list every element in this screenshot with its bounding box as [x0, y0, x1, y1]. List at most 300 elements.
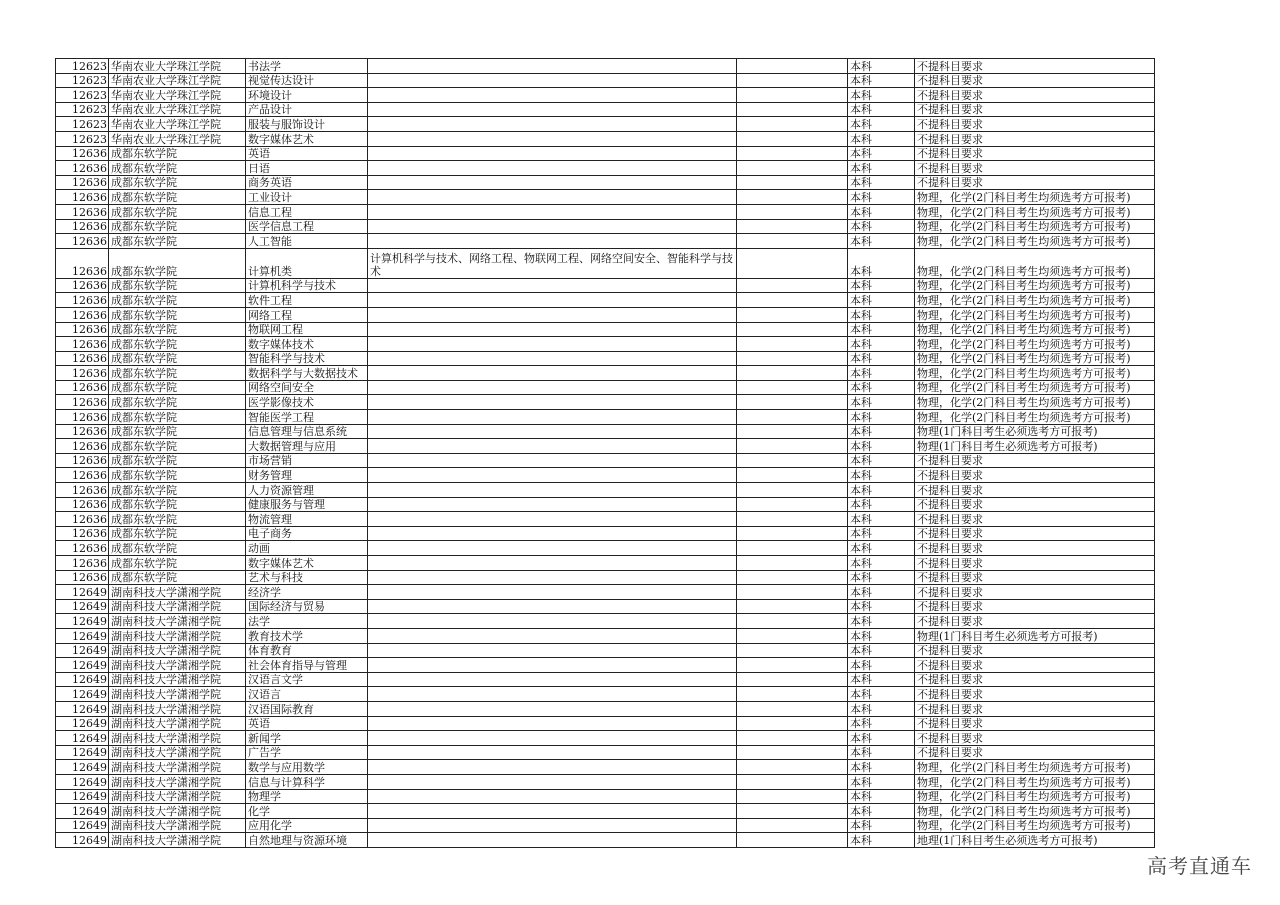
blank-cell	[737, 293, 848, 308]
table-row	[56, 322, 1155, 337]
school-code-cell: 12649	[56, 745, 109, 760]
school-name-cell: 湖南科技大学潇湘学院	[109, 760, 246, 775]
level-cell: 本科	[848, 804, 915, 819]
included-majors-cell	[368, 322, 737, 337]
level-cell: 本科	[848, 658, 915, 673]
included-majors-cell	[368, 789, 737, 804]
level-cell: 本科	[848, 789, 915, 804]
blank-cell	[737, 585, 848, 600]
subject-requirement-cell: 物理，化学(2门科目考生均须选考方可报考)	[915, 293, 1155, 308]
included-majors-cell	[368, 102, 737, 117]
school-name-cell: 湖南科技大学潇湘学院	[109, 745, 246, 760]
included-majors-cell	[368, 307, 737, 322]
major-name-cell: 智能科学与技术	[246, 351, 368, 366]
major-name-cell: 电子商务	[246, 526, 368, 541]
school-name-cell: 湖南科技大学潇湘学院	[109, 585, 246, 600]
blank-cell	[737, 175, 848, 190]
blank-cell	[737, 628, 848, 643]
school-code-cell: 12636	[56, 337, 109, 352]
level-cell: 本科	[848, 337, 915, 352]
blank-cell	[737, 483, 848, 498]
major-name-cell: 商务英语	[246, 175, 368, 190]
major-name-cell: 健康服务与管理	[246, 497, 368, 512]
level-cell: 本科	[848, 234, 915, 249]
included-majors-cell	[368, 175, 737, 190]
level-cell: 本科	[848, 278, 915, 293]
school-name-cell: 成都东软学院	[109, 526, 246, 541]
school-code-cell: 12623	[56, 73, 109, 88]
level-cell: 本科	[848, 293, 915, 308]
included-majors-cell: 计算机科学与技术、网络工程、物联网工程、网络空间安全、智能科学与技术	[368, 248, 737, 278]
included-majors-cell	[368, 161, 737, 176]
level-cell: 本科	[848, 731, 915, 746]
level-cell: 本科	[848, 716, 915, 731]
table-row	[56, 453, 1155, 468]
included-majors-cell	[368, 599, 737, 614]
included-majors-cell	[368, 219, 737, 234]
level-cell: 本科	[848, 614, 915, 629]
major-name-cell: 市场营销	[246, 453, 368, 468]
major-name-cell: 物联网工程	[246, 322, 368, 337]
included-majors-cell	[368, 337, 737, 352]
major-name-cell: 医学信息工程	[246, 219, 368, 234]
level-cell: 本科	[848, 366, 915, 381]
blank-cell	[737, 716, 848, 731]
table-row	[56, 307, 1155, 322]
school-name-cell: 成都东软学院	[109, 307, 246, 322]
school-code-cell: 12649	[56, 731, 109, 746]
school-name-cell: 湖南科技大学潇湘学院	[109, 804, 246, 819]
school-code-cell: 12649	[56, 628, 109, 643]
level-cell: 本科	[848, 219, 915, 234]
level-cell: 本科	[848, 526, 915, 541]
school-code-cell: 12623	[56, 59, 109, 74]
subject-requirement-cell: 不提科目要求	[915, 570, 1155, 585]
included-majors-cell	[368, 526, 737, 541]
blank-cell	[737, 804, 848, 819]
major-name-cell: 计算机类	[246, 248, 368, 278]
included-majors-cell	[368, 453, 737, 468]
blank-cell	[737, 731, 848, 746]
level-cell: 本科	[848, 204, 915, 219]
blank-cell	[737, 204, 848, 219]
subject-requirement-cell: 不提科目要求	[915, 453, 1155, 468]
major-name-cell: 动画	[246, 541, 368, 556]
table-row	[56, 512, 1155, 527]
school-code-cell: 12623	[56, 102, 109, 117]
blank-cell	[737, 760, 848, 775]
blank-cell	[737, 190, 848, 205]
subject-requirement-cell: 不提科目要求	[915, 161, 1155, 176]
table-row	[56, 731, 1155, 746]
major-name-cell: 数字媒体技术	[246, 337, 368, 352]
school-code-cell: 12636	[56, 380, 109, 395]
school-code-cell: 12649	[56, 672, 109, 687]
school-name-cell: 湖南科技大学潇湘学院	[109, 643, 246, 658]
school-code-cell: 12649	[56, 701, 109, 716]
included-majors-cell	[368, 117, 737, 132]
table-row	[56, 351, 1155, 366]
major-name-cell: 软件工程	[246, 293, 368, 308]
school-name-cell: 成都东软学院	[109, 219, 246, 234]
school-name-cell: 成都东软学院	[109, 337, 246, 352]
school-name-cell: 湖南科技大学潇湘学院	[109, 672, 246, 687]
blank-cell	[737, 424, 848, 439]
level-cell: 本科	[848, 643, 915, 658]
school-code-cell: 12649	[56, 585, 109, 600]
school-name-cell: 湖南科技大学潇湘学院	[109, 789, 246, 804]
subject-requirement-cell: 不提科目要求	[915, 175, 1155, 190]
included-majors-cell	[368, 497, 737, 512]
school-code-cell: 12649	[56, 789, 109, 804]
school-code-cell: 12649	[56, 716, 109, 731]
level-cell: 本科	[848, 745, 915, 760]
school-name-cell: 华南农业大学珠江学院	[109, 59, 246, 74]
school-name-cell: 成都东软学院	[109, 541, 246, 556]
subject-requirement-cell: 物理，化学(2门科目考生均须选考方可报考)	[915, 789, 1155, 804]
school-code-cell: 12636	[56, 439, 109, 454]
blank-cell	[737, 59, 848, 74]
school-name-cell: 成都东软学院	[109, 293, 246, 308]
subject-requirement-cell: 不提科目要求	[915, 599, 1155, 614]
school-name-cell: 湖南科技大学潇湘学院	[109, 774, 246, 789]
subject-requirement-cell: 不提科目要求	[915, 512, 1155, 527]
school-code-cell: 12636	[56, 146, 109, 161]
school-code-cell: 12636	[56, 219, 109, 234]
blank-cell	[737, 117, 848, 132]
subject-requirement-cell: 不提科目要求	[915, 497, 1155, 512]
blank-cell	[737, 307, 848, 322]
subject-requirement-cell: 物理，化学(2门科目考生均须选考方可报考)	[915, 395, 1155, 410]
table-row	[56, 658, 1155, 673]
major-name-cell: 人工智能	[246, 234, 368, 249]
level-cell: 本科	[848, 322, 915, 337]
included-majors-cell	[368, 818, 737, 833]
level-cell: 本科	[848, 497, 915, 512]
level-cell: 本科	[848, 190, 915, 205]
subject-requirement-cell: 不提科目要求	[915, 658, 1155, 673]
major-name-cell: 汉语国际教育	[246, 701, 368, 716]
table-row	[56, 278, 1155, 293]
blank-cell	[737, 146, 848, 161]
level-cell: 本科	[848, 410, 915, 425]
subject-requirements-table	[55, 58, 1155, 848]
table-row	[56, 234, 1155, 249]
major-name-cell: 英语	[246, 146, 368, 161]
level-cell: 本科	[848, 818, 915, 833]
included-majors-cell	[368, 73, 737, 88]
subject-requirement-cell: 物理，化学(2门科目考生均须选考方可报考)	[915, 234, 1155, 249]
included-majors-cell	[368, 439, 737, 454]
major-name-cell: 信息与计算科学	[246, 774, 368, 789]
school-code-cell: 12636	[56, 483, 109, 498]
school-code-cell: 12636	[56, 307, 109, 322]
blank-cell	[737, 672, 848, 687]
major-name-cell: 日语	[246, 161, 368, 176]
level-cell: 本科	[848, 175, 915, 190]
blank-cell	[737, 526, 848, 541]
subject-requirement-cell: 不提科目要求	[915, 687, 1155, 702]
level-cell: 本科	[848, 88, 915, 103]
blank-cell	[737, 833, 848, 848]
school-name-cell: 湖南科技大学潇湘学院	[109, 658, 246, 673]
blank-cell	[737, 599, 848, 614]
included-majors-cell	[368, 278, 737, 293]
subject-requirement-cell: 不提科目要求	[915, 585, 1155, 600]
level-cell: 本科	[848, 687, 915, 702]
table-row	[56, 687, 1155, 702]
school-code-cell: 12649	[56, 614, 109, 629]
level-cell: 本科	[848, 701, 915, 716]
major-name-cell: 服装与服饰设计	[246, 117, 368, 132]
subject-requirement-cell: 物理，化学(2门科目考生均须选考方可报考)	[915, 410, 1155, 425]
school-name-cell: 湖南科技大学潇湘学院	[109, 628, 246, 643]
table-row	[56, 424, 1155, 439]
table-row	[56, 599, 1155, 614]
major-name-cell: 网络工程	[246, 307, 368, 322]
table-row	[56, 614, 1155, 629]
level-cell: 本科	[848, 453, 915, 468]
school-name-cell: 成都东软学院	[109, 204, 246, 219]
included-majors-cell	[368, 512, 737, 527]
included-majors-cell	[368, 760, 737, 775]
major-name-cell: 工业设计	[246, 190, 368, 205]
blank-cell	[737, 570, 848, 585]
major-name-cell: 数学与应用数学	[246, 760, 368, 775]
subject-requirement-cell: 物理(1门科目考生必须选考方可报考)	[915, 628, 1155, 643]
school-name-cell: 成都东软学院	[109, 395, 246, 410]
school-name-cell: 湖南科技大学潇湘学院	[109, 716, 246, 731]
major-name-cell: 汉语言	[246, 687, 368, 702]
included-majors-cell	[368, 672, 737, 687]
school-name-cell: 成都东软学院	[109, 161, 246, 176]
table-row	[56, 73, 1155, 88]
included-majors-cell	[368, 716, 737, 731]
school-name-cell: 成都东软学院	[109, 453, 246, 468]
blank-cell	[737, 541, 848, 556]
school-code-cell: 12636	[56, 541, 109, 556]
school-code-cell: 12636	[56, 190, 109, 205]
school-name-cell: 成都东软学院	[109, 512, 246, 527]
school-code-cell: 12636	[56, 556, 109, 571]
included-majors-cell	[368, 701, 737, 716]
subject-requirement-cell: 物理，化学(2门科目考生均须选考方可报考)	[915, 204, 1155, 219]
table-row	[56, 131, 1155, 146]
major-name-cell: 产品设计	[246, 102, 368, 117]
subject-requirement-cell: 物理，化学(2门科目考生均须选考方可报考)	[915, 351, 1155, 366]
level-cell: 本科	[848, 131, 915, 146]
blank-cell	[737, 453, 848, 468]
subject-requirement-cell: 物理，化学(2门科目考生均须选考方可报考)	[915, 760, 1155, 775]
included-majors-cell	[368, 541, 737, 556]
level-cell: 本科	[848, 672, 915, 687]
included-majors-cell	[368, 628, 737, 643]
major-name-cell: 物理学	[246, 789, 368, 804]
table-row	[56, 161, 1155, 176]
blank-cell	[737, 774, 848, 789]
subject-requirement-cell: 不提科目要求	[915, 88, 1155, 103]
table-row	[56, 146, 1155, 161]
subject-requirement-cell: 不提科目要求	[915, 541, 1155, 556]
subject-requirement-cell: 物理，化学(2门科目考生均须选考方可报考)	[915, 278, 1155, 293]
included-majors-cell	[368, 395, 737, 410]
table-row	[56, 774, 1155, 789]
school-code-cell: 12649	[56, 687, 109, 702]
school-name-cell: 华南农业大学珠江学院	[109, 131, 246, 146]
major-name-cell: 计算机科学与技术	[246, 278, 368, 293]
subject-requirement-cell: 不提科目要求	[915, 117, 1155, 132]
blank-cell	[737, 380, 848, 395]
table-body	[56, 59, 1155, 848]
table-row	[56, 248, 1155, 278]
blank-cell	[737, 219, 848, 234]
subject-requirement-cell: 不提科目要求	[915, 146, 1155, 161]
school-code-cell: 12636	[56, 248, 109, 278]
subject-requirement-cell: 物理，化学(2门科目考生均须选考方可报考)	[915, 190, 1155, 205]
included-majors-cell	[368, 731, 737, 746]
major-name-cell: 大数据管理与应用	[246, 439, 368, 454]
subject-requirement-cell: 物理(1门科目考生必须选考方可报考)	[915, 439, 1155, 454]
school-name-cell: 成都东软学院	[109, 468, 246, 483]
school-name-cell: 湖南科技大学潇湘学院	[109, 818, 246, 833]
major-name-cell: 法学	[246, 614, 368, 629]
included-majors-cell	[368, 59, 737, 74]
table-row	[56, 366, 1155, 381]
table-row	[56, 88, 1155, 103]
included-majors-cell	[368, 745, 737, 760]
watermark: 高考直通车	[1147, 854, 1252, 878]
school-name-cell: 华南农业大学珠江学院	[109, 88, 246, 103]
major-name-cell: 新闻学	[246, 731, 368, 746]
school-code-cell: 12636	[56, 204, 109, 219]
table-row	[56, 672, 1155, 687]
subject-requirement-cell: 物理，化学(2门科目考生均须选考方可报考)	[915, 366, 1155, 381]
included-majors-cell	[368, 774, 737, 789]
subject-requirement-cell: 物理，化学(2门科目考生均须选考方可报考)	[915, 307, 1155, 322]
level-cell: 本科	[848, 468, 915, 483]
subject-requirement-cell: 物理，化学(2门科目考生均须选考方可报考)	[915, 248, 1155, 278]
major-name-cell: 体育教育	[246, 643, 368, 658]
school-code-cell: 12636	[56, 366, 109, 381]
major-name-cell: 数据科学与大数据技术	[246, 366, 368, 381]
blank-cell	[737, 278, 848, 293]
subject-requirement-cell: 不提科目要求	[915, 131, 1155, 146]
subject-requirement-cell: 地理(1门科目考生必须选考方可报考)	[915, 833, 1155, 848]
major-name-cell: 视觉传达设计	[246, 73, 368, 88]
blank-cell	[737, 512, 848, 527]
school-name-cell: 成都东软学院	[109, 380, 246, 395]
table-row	[56, 745, 1155, 760]
table-row	[56, 570, 1155, 585]
subject-requirement-cell: 不提科目要求	[915, 643, 1155, 658]
blank-cell	[737, 248, 848, 278]
school-name-cell: 湖南科技大学潇湘学院	[109, 701, 246, 716]
blank-cell	[737, 643, 848, 658]
level-cell: 本科	[848, 570, 915, 585]
subject-requirement-cell: 物理，化学(2门科目考生均须选考方可报考)	[915, 804, 1155, 819]
subject-requirement-cell: 不提科目要求	[915, 468, 1155, 483]
subject-requirement-cell: 不提科目要求	[915, 701, 1155, 716]
school-code-cell: 12649	[56, 774, 109, 789]
table-row	[56, 117, 1155, 132]
blank-cell	[737, 395, 848, 410]
level-cell: 本科	[848, 585, 915, 600]
level-cell: 本科	[848, 248, 915, 278]
major-name-cell: 经济学	[246, 585, 368, 600]
included-majors-cell	[368, 687, 737, 702]
subject-requirement-cell: 不提科目要求	[915, 526, 1155, 541]
school-name-cell: 华南农业大学珠江学院	[109, 117, 246, 132]
table-row	[56, 395, 1155, 410]
blank-cell	[737, 337, 848, 352]
school-name-cell: 成都东软学院	[109, 424, 246, 439]
level-cell: 本科	[848, 760, 915, 775]
table-row	[56, 204, 1155, 219]
school-name-cell: 成都东软学院	[109, 483, 246, 498]
included-majors-cell	[368, 658, 737, 673]
school-code-cell: 12636	[56, 395, 109, 410]
school-code-cell: 12649	[56, 760, 109, 775]
blank-cell	[737, 131, 848, 146]
school-name-cell: 成都东软学院	[109, 190, 246, 205]
school-name-cell: 成都东软学院	[109, 570, 246, 585]
school-name-cell: 成都东软学院	[109, 278, 246, 293]
blank-cell	[737, 658, 848, 673]
subject-requirement-cell: 不提科目要求	[915, 556, 1155, 571]
table-row	[56, 102, 1155, 117]
school-code-cell: 12636	[56, 526, 109, 541]
school-code-cell: 12623	[56, 117, 109, 132]
blank-cell	[737, 789, 848, 804]
table-row	[56, 175, 1155, 190]
major-name-cell: 环境设计	[246, 88, 368, 103]
included-majors-cell	[368, 131, 737, 146]
included-majors-cell	[368, 234, 737, 249]
table-row	[56, 293, 1155, 308]
subject-requirement-cell: 不提科目要求	[915, 614, 1155, 629]
school-code-cell: 12649	[56, 599, 109, 614]
subject-requirement-cell: 物理，化学(2门科目考生均须选考方可报考)	[915, 219, 1155, 234]
school-code-cell: 12636	[56, 322, 109, 337]
school-name-cell: 成都东软学院	[109, 234, 246, 249]
level-cell: 本科	[848, 380, 915, 395]
included-majors-cell	[368, 804, 737, 819]
major-name-cell: 应用化学	[246, 818, 368, 833]
school-code-cell: 12636	[56, 351, 109, 366]
level-cell: 本科	[848, 599, 915, 614]
blank-cell	[737, 745, 848, 760]
blank-cell	[737, 497, 848, 512]
table-row	[56, 643, 1155, 658]
table-row	[56, 483, 1155, 498]
blank-cell	[737, 366, 848, 381]
major-name-cell: 数字媒体艺术	[246, 131, 368, 146]
blank-cell	[737, 322, 848, 337]
subject-requirement-cell: 不提科目要求	[915, 716, 1155, 731]
subject-requirement-cell: 不提科目要求	[915, 731, 1155, 746]
table-row	[56, 804, 1155, 819]
level-cell: 本科	[848, 512, 915, 527]
major-name-cell: 自然地理与资源环境	[246, 833, 368, 848]
table-row	[56, 439, 1155, 454]
blank-cell	[737, 439, 848, 454]
included-majors-cell	[368, 146, 737, 161]
major-name-cell: 艺术与科技	[246, 570, 368, 585]
subject-requirement-cell: 不提科目要求	[915, 672, 1155, 687]
subject-requirement-cell: 物理，化学(2门科目考生均须选考方可报考)	[915, 774, 1155, 789]
major-name-cell: 人力资源管理	[246, 483, 368, 498]
school-name-cell: 华南农业大学珠江学院	[109, 102, 246, 117]
